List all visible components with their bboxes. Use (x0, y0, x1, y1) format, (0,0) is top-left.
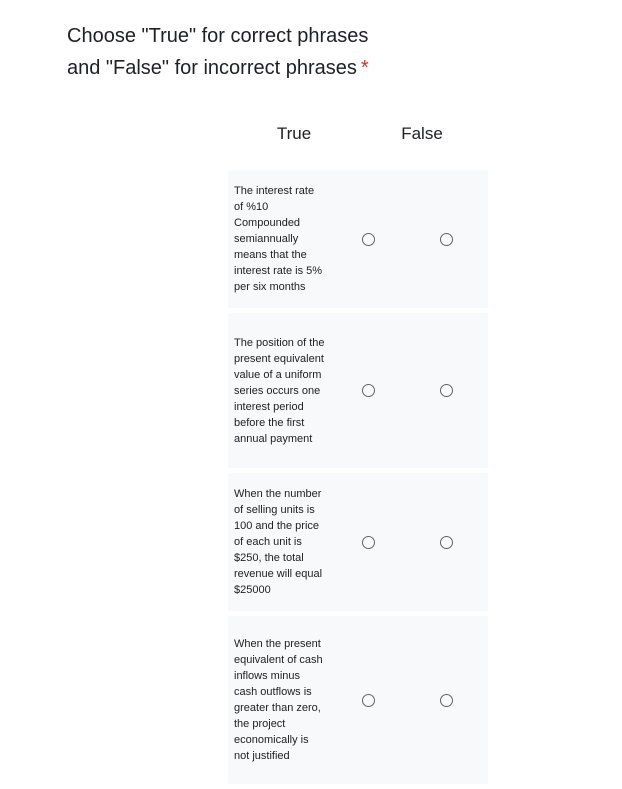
question-title-line-2 (67, 52, 427, 84)
choice-grid (228, 170, 488, 789)
grid-row-label: The interest rate of %10 Compounded semiannually means that the interest rate is 5% per six months (234, 185, 323, 293)
radio-false-row-3[interactable] (440, 536, 453, 549)
radio-true-row-4[interactable] (362, 694, 375, 707)
question-title-line-2-text: and "False" for incorrect phrases (67, 57, 357, 79)
grid-row-label: When the present equivalent of cash inflows minus cash outflows is greater than zero, the project economically is not justified (234, 638, 323, 762)
grid-row-4 (228, 616, 488, 784)
radio-false-row-4[interactable] (440, 694, 453, 707)
required-asterisk: * (360, 57, 369, 79)
grid-row-label: When the number of selling units is 100 and the price of each unit is $250, the total revenue will equal $25000 (234, 488, 323, 596)
column-header-true: True (276, 124, 312, 143)
radio-true-row-2[interactable] (362, 384, 375, 397)
radio-false-row-1[interactable] (440, 233, 453, 246)
radio-true-row-3[interactable] (362, 536, 375, 549)
grid-row-2 (228, 313, 488, 468)
radio-false-row-2[interactable] (440, 384, 453, 397)
question-title-line-1: Choose "True" for correct phrases (67, 25, 369, 47)
question-title (67, 20, 427, 84)
grid-row-3 (228, 473, 488, 611)
column-header-false: False (401, 124, 443, 143)
radio-true-row-1[interactable] (362, 233, 375, 246)
grid-row-label: The position of the present equivalent value of a uniform series occurs one interest period before the first annual payment (234, 336, 325, 445)
grid-row-1 (228, 170, 488, 308)
